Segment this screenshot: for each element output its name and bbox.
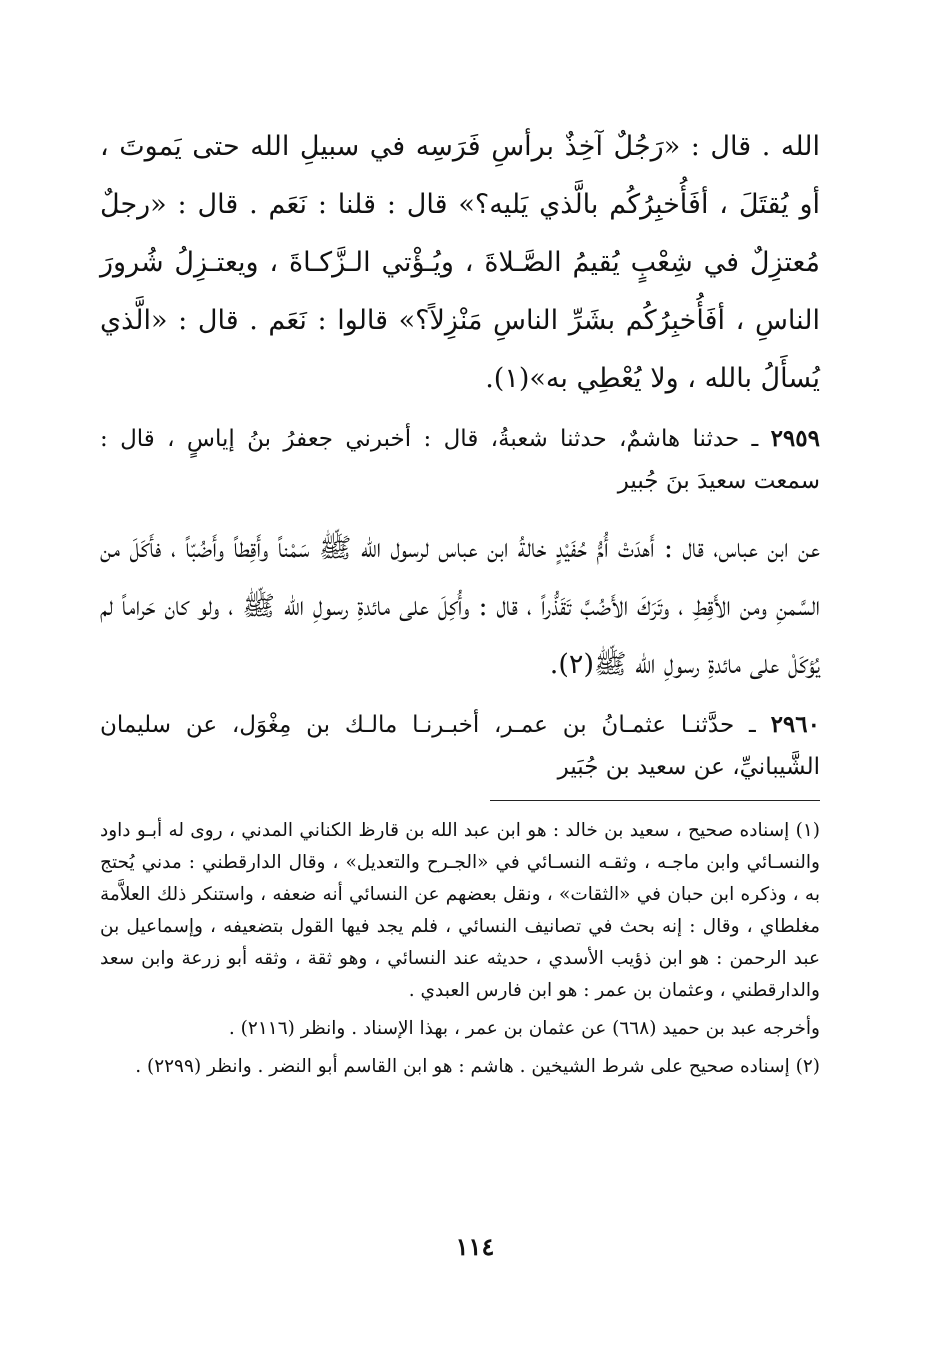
main-paragraph: عن ابن عباس، قال : أَهدَتْ أُمُّ حُفَيْدٍ خالةُ ابن عباس لرسول الله ﷺ سَمْناً وأَقِطاً وأَضُبّاً ، فأَكَلَ من السَّمنِ ومن الأَقِطِ ، وتَرَكَ الأَضُبَّ تَقَذُّراً ، قال : وأُكِلَ على مائدةِ رسولِ الله ﷺ ، ولو كان حَراماً لم يُؤكَلْ على مائدةِ رسولِ الله ﷺ(٢). [100, 533, 820, 680]
footnote-2: (٢) إسناده صحيح على شرط الشيخين . هاشم : هو ابن القاسم أبو النضر . وانظر (٢٢٩٩) . [135, 1056, 820, 1077]
hadith-header [100, 418, 820, 502]
hadith-chain: ـ حدَّثنـا عثمـانُ بن عمـر، أخبـرنـا مالـك بن مِغْوَل، عن سليمان الشَّيبانيِّ، عن سعيد بن جُبَير [100, 712, 820, 780]
main-paragraph: الله . قال : «رَجُلٌ آخِذٌ برأسِ فَرَسِه في سبيلِ الله حتى يَموتَ ، أو يُقتَلَ ، أفَأُخبِرُكُم بالَّذي يَليه؟» قال : قلنا : نَعَم . قال : «رجلٌ مُعتزِلٌ في شِعْبٍ يُقيمُ الصَّـلاةَ ، ويُـؤْتي الـزَّكـاةَ ، ويعتـزِلُ شُرورَ الناسِ ، أفَأُخبِرُكُم بشَرِّ الناسِ مَنْزِلاً؟» قالوا : نَعَم . قال : «الَّذي يُسأَلُ بالله ، ولا يُعْطِي به»(١). [100, 131, 820, 394]
footnote-divider [490, 800, 820, 801]
hadith-number: ٢٩٦٠ [770, 711, 820, 738]
page-body [100, 118, 820, 1089]
hadith-number: ٢٩٥٩ [770, 425, 820, 452]
hadith-chain: ـ حدثنا هاشمٌ، حدثنا شعبةُ، قال : أخبرني جعفرُ بنُ إياسٍ ، قال : سمعت سعيدَ بنَ جُبير [100, 426, 820, 494]
footnote-1: (١) إسناده صحيح ، سعيد بن خالد : هو ابن عبد الله بن قارظ الكناني المدني ، روى له أبـو داود والنسـائي وابن ماجـه ، وثقـه النسـائي في «الجـرح والتعديل» ، وقال الدارقطني : مدني يُحتج به ، وذكره ابن حبان في «الثقات» ، ونقل بعضهم عن النسائي أنه ضعفه ، واستنكر ذلك العلاَّمة مغلطاي ، وقال : إنه بحث في تصانيف النسائي ، فلم يجد فيها القول بتضعيفه ، وإسماعيل بن عبد الرحمن : هو ابن ذؤيب الأسدي ، حديثه عند النسائي ، وهو ثقة ، وثقه أبو زرعة وابن سعد والدارقطني ، وعثمان بن عمر : هو ابن فارس العبدي . [100, 820, 820, 1001]
footnote-1-continuation: وأخرجه عبد بن حميد (٦٦٨) عن عثمان بن عمر ، بهذا الإسناد . وانظر (٢١١٦) . [228, 1018, 820, 1039]
page-number: ١١٤ [455, 1232, 495, 1261]
hadith-header [100, 704, 820, 788]
